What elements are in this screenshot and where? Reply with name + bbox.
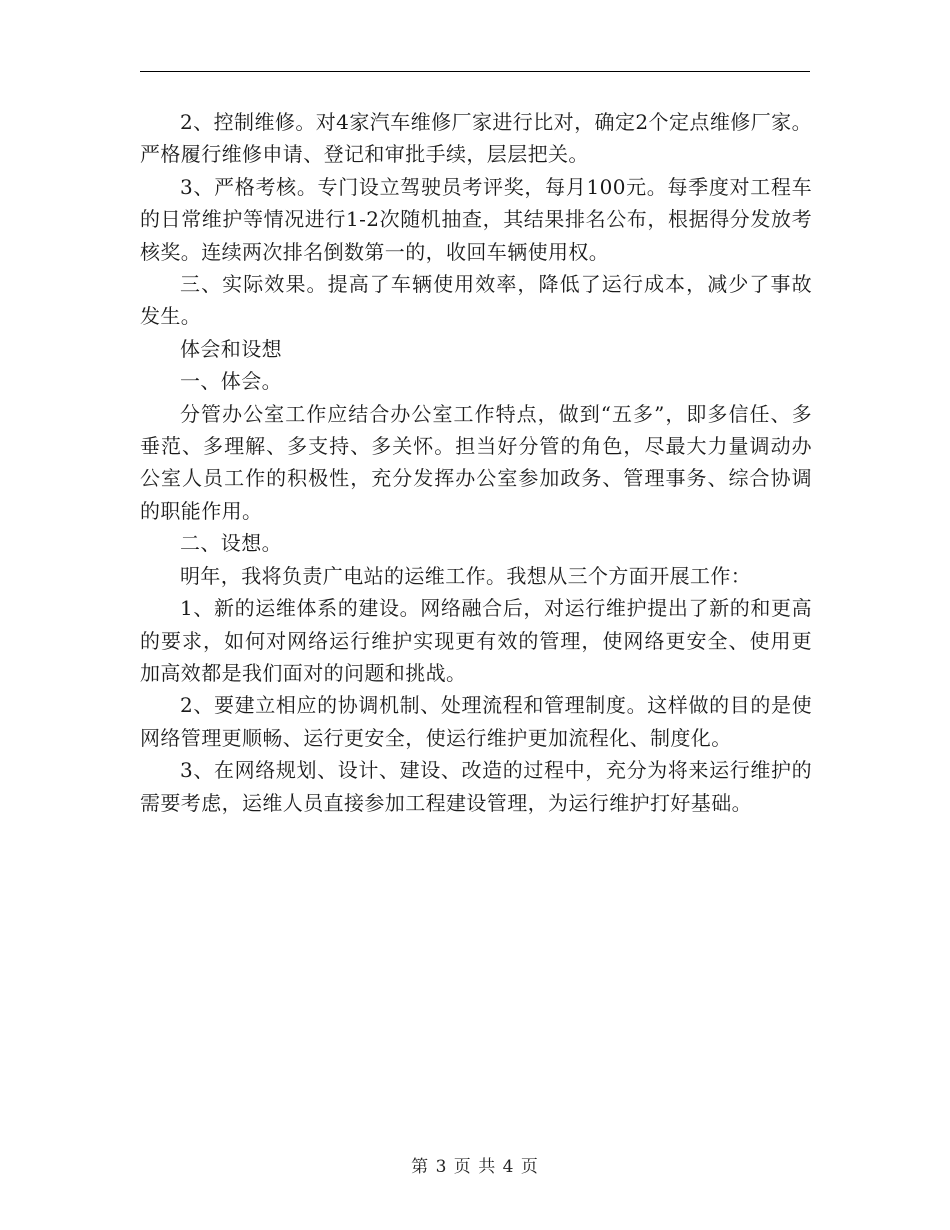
subheading-plans: 二、设想。 xyxy=(180,531,282,556)
section-heading-reflections: 体会和设想 xyxy=(180,336,282,361)
document-body xyxy=(140,106,812,819)
paragraph-control-repair: 2、控制维修。对4家汽车维修厂家进行比对，确定2个定点维修厂家。严格履行维修申请、登记和审批手续，层层把关。 xyxy=(140,110,812,167)
paragraph-strict-assessment: 3、严格考核。专门设立驾驶员考评奖，每月100元。每季度对工程车的日常维护等情况进行1-2次随机抽查，其结果排名公布，根据得分发放考核奖。连续两次排名倒数第一的，收回车辆使用权。 xyxy=(140,174,812,264)
header-rule xyxy=(140,71,810,72)
page-number: 第 3 页 共 4 页 xyxy=(411,1157,539,1177)
paragraph-office-management: 分管办公室工作应结合办公室工作特点，做到“五多”，即多信任、多垂范、多理解、多支持、多关怀。担当好分管的角色，尽最大力量调动办公室人员工作的积极性，充分发挥办公室参加政务、管理事务、综合协调的职能作用。 xyxy=(140,401,812,523)
paragraph-plan-2: 2、要建立相应的协调机制、处理流程和管理制度。这样做的目的是使网络管理更顺畅、运行更安全，使运行维护更加流程化、制度化。 xyxy=(140,693,812,750)
paragraph-plan-1: 1、新的运维体系的建设。网络融合后，对运行维护提出了新的和更高的要求，如何对网络运行维护实现更有效的管理，使网络更安全、使用更加高效都是我们面对的问题和挑战。 xyxy=(140,596,812,685)
subheading-reflection: 一、体会。 xyxy=(180,369,282,394)
paragraph-actual-effect: 三、实际效果。提高了车辆使用效率，降低了运行成本，减少了事故发生。 xyxy=(140,272,812,329)
page-footer xyxy=(0,1152,950,1177)
paragraph-next-year: 明年，我将负责广电站的运维工作。我想从三个方面开展工作： xyxy=(180,563,752,588)
paragraph-plan-3: 3、在网络规划、设计、建设、改造的过程中，充分为将来运行维护的需要考虑，运维人员直接参加工程建设管理，为运行维护打好基础。 xyxy=(140,758,812,815)
